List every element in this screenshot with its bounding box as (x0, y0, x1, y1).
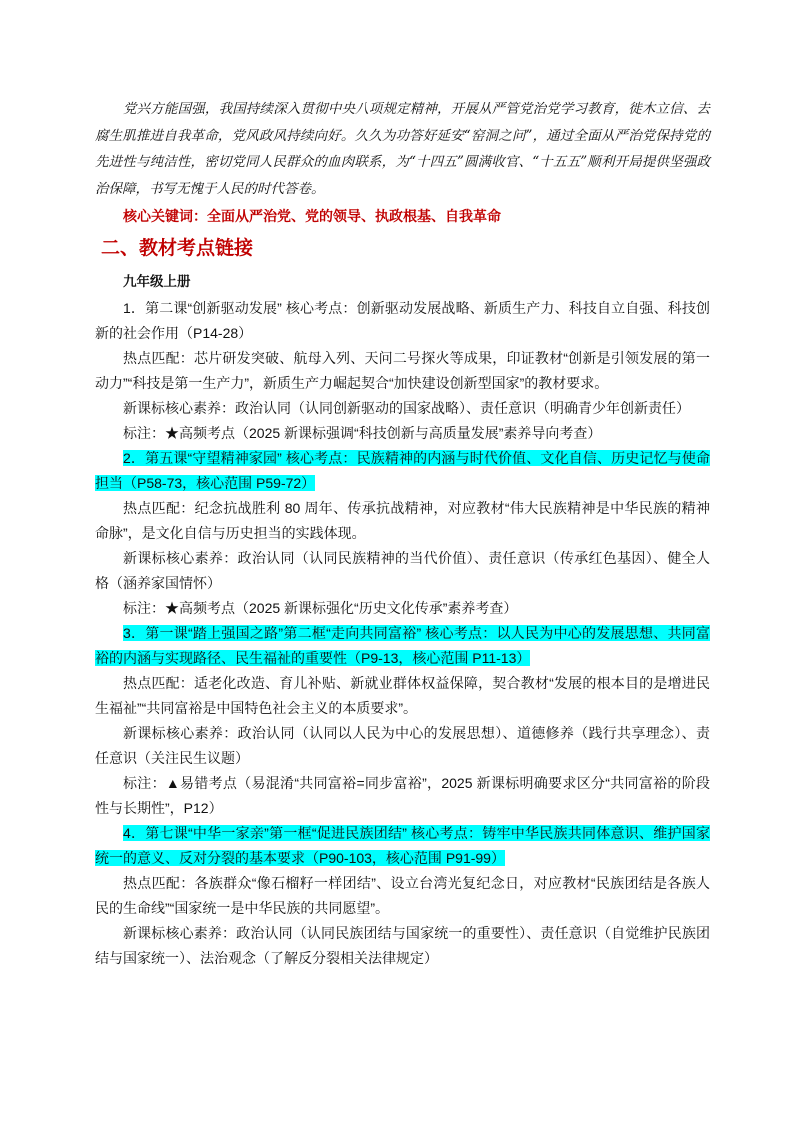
section-title: 二、教材考点链接 (101, 238, 254, 259)
item-main: 1．第二课“创新驱动发展” 核心考点：创新驱动发展战略、新质生产力、科技自立自强、科技创新的社会作用（P14-28） (95, 300, 710, 341)
item-hot-match: 热点匹配：纪念抗战胜利 80 周年、传承抗战精神，对应教材“伟大民族精神是中华民族的精神命脉”，是文化自信与历史担当的实践体现。 (95, 500, 710, 541)
textbook-item-3 (95, 621, 710, 821)
keywords-text: 全面从严治党、党的领导、执政根基、自我革命 (207, 208, 501, 224)
highlight-span: 3．第一课“踏上强国之路”第二框“走向共同富裕” 核心考点：以人民为中心的发展思想、共同富裕的内涵与实现路径、民生福祉的重要性（P9-13，核心范围 P11-13） (95, 625, 710, 666)
item-mark: 标注：★高频考点（2025 新课标强调“科技创新与高质量发展”素养导向考查） (123, 425, 602, 441)
item-hot-match: 热点匹配：各族群众“像石榴籽一样团结”、设立台湾光复纪念日，对应教材“民族团结是各族人民的生命线”“国家统一是中华民族的共同愿望”。 (95, 875, 710, 916)
grade-label: 九年级上册 (123, 274, 191, 289)
item-hot-match: 热点匹配：芯片研发突破、航母入列、天问二号探火等成果，印证教材“创新是引领发展的第一动力”“科技是第一生产力”，新质生产力崛起契合“加快建设创新型国家”的教材要求。 (95, 350, 710, 391)
item-mark: 标注：★高频考点（2025 新课标强化“历史文化传承”素养考查） (123, 600, 518, 616)
page-content (95, 96, 710, 971)
item-literacy: 新课标核心素养：政治认同（认同以人民为中心的发展思想）、道德修养（践行共享理念）、责任意识（关注民生议题） (95, 725, 710, 766)
intro-paragraph: 党兴方能国强，我国持续深入贯彻中央八项规定精神，开展从严管党治党学习教育，徙木立信、去腐生肌推进自我革命，党风政风持续向好。久久为功答好延安“窑洞之问”，通过全面从严治党保持党的先进性与纯洁性，密切党同人民群众的血肉联系，为“十四五”圆满收官、“十五五”顺利开局提供坚强政治保障，书写无愧于人民的时代答卷。 (95, 101, 710, 197)
item-literacy: 新课标核心素养：政治认同（认同创新驱动的国家战略）、责任意识（明确青少年创新责任） (123, 400, 690, 416)
textbook-item-1 (95, 296, 710, 446)
item-literacy: 新课标核心素养：政治认同（认同民族团结与国家统一的重要性）、责任意识（自觉维护民族团结与国家统一）、法治观念（了解反分裂相关法律规定） (95, 925, 710, 966)
item-main-highlighted (95, 821, 710, 871)
core-keywords (95, 204, 710, 230)
highlight-span: 4．第七课“中华一家亲”第一框“促进民族团结” 核心考点：铸牢中华民族共同体意识、维护国家统一的意义、反对分裂的基本要求（P90-103，核心范围 P91-99） (95, 825, 710, 866)
item-main-highlighted (95, 621, 710, 671)
keywords-label: 核心关键词： (123, 208, 207, 224)
textbook-item-2 (95, 446, 710, 621)
highlight-span: 2．第五课“守望精神家园” 核心考点：民族精神的内涵与时代价值、文化自信、历史记忆与使命担当（P58-73，核心范围 P59-72） (95, 450, 710, 491)
item-mark: 标注：▲易错考点（易混淆“共同富裕=同步富裕”，2025 新课标明确要求区分“共同富裕的阶段性与长期性”，P12） (95, 775, 710, 816)
textbook-item-4 (95, 821, 710, 971)
item-hot-match: 热点匹配：适老化改造、育儿补贴、新就业群体权益保障，契合教材“发展的根本目的是增进民生福祉”“共同富裕是中国特色社会主义的本质要求”。 (95, 675, 710, 716)
item-literacy: 新课标核心素养：政治认同（认同民族精神的当代价值）、责任意识（传承红色基因）、健全人格（涵养家国情怀） (95, 550, 710, 591)
intro-section (95, 96, 710, 202)
item-main-highlighted (95, 446, 710, 496)
